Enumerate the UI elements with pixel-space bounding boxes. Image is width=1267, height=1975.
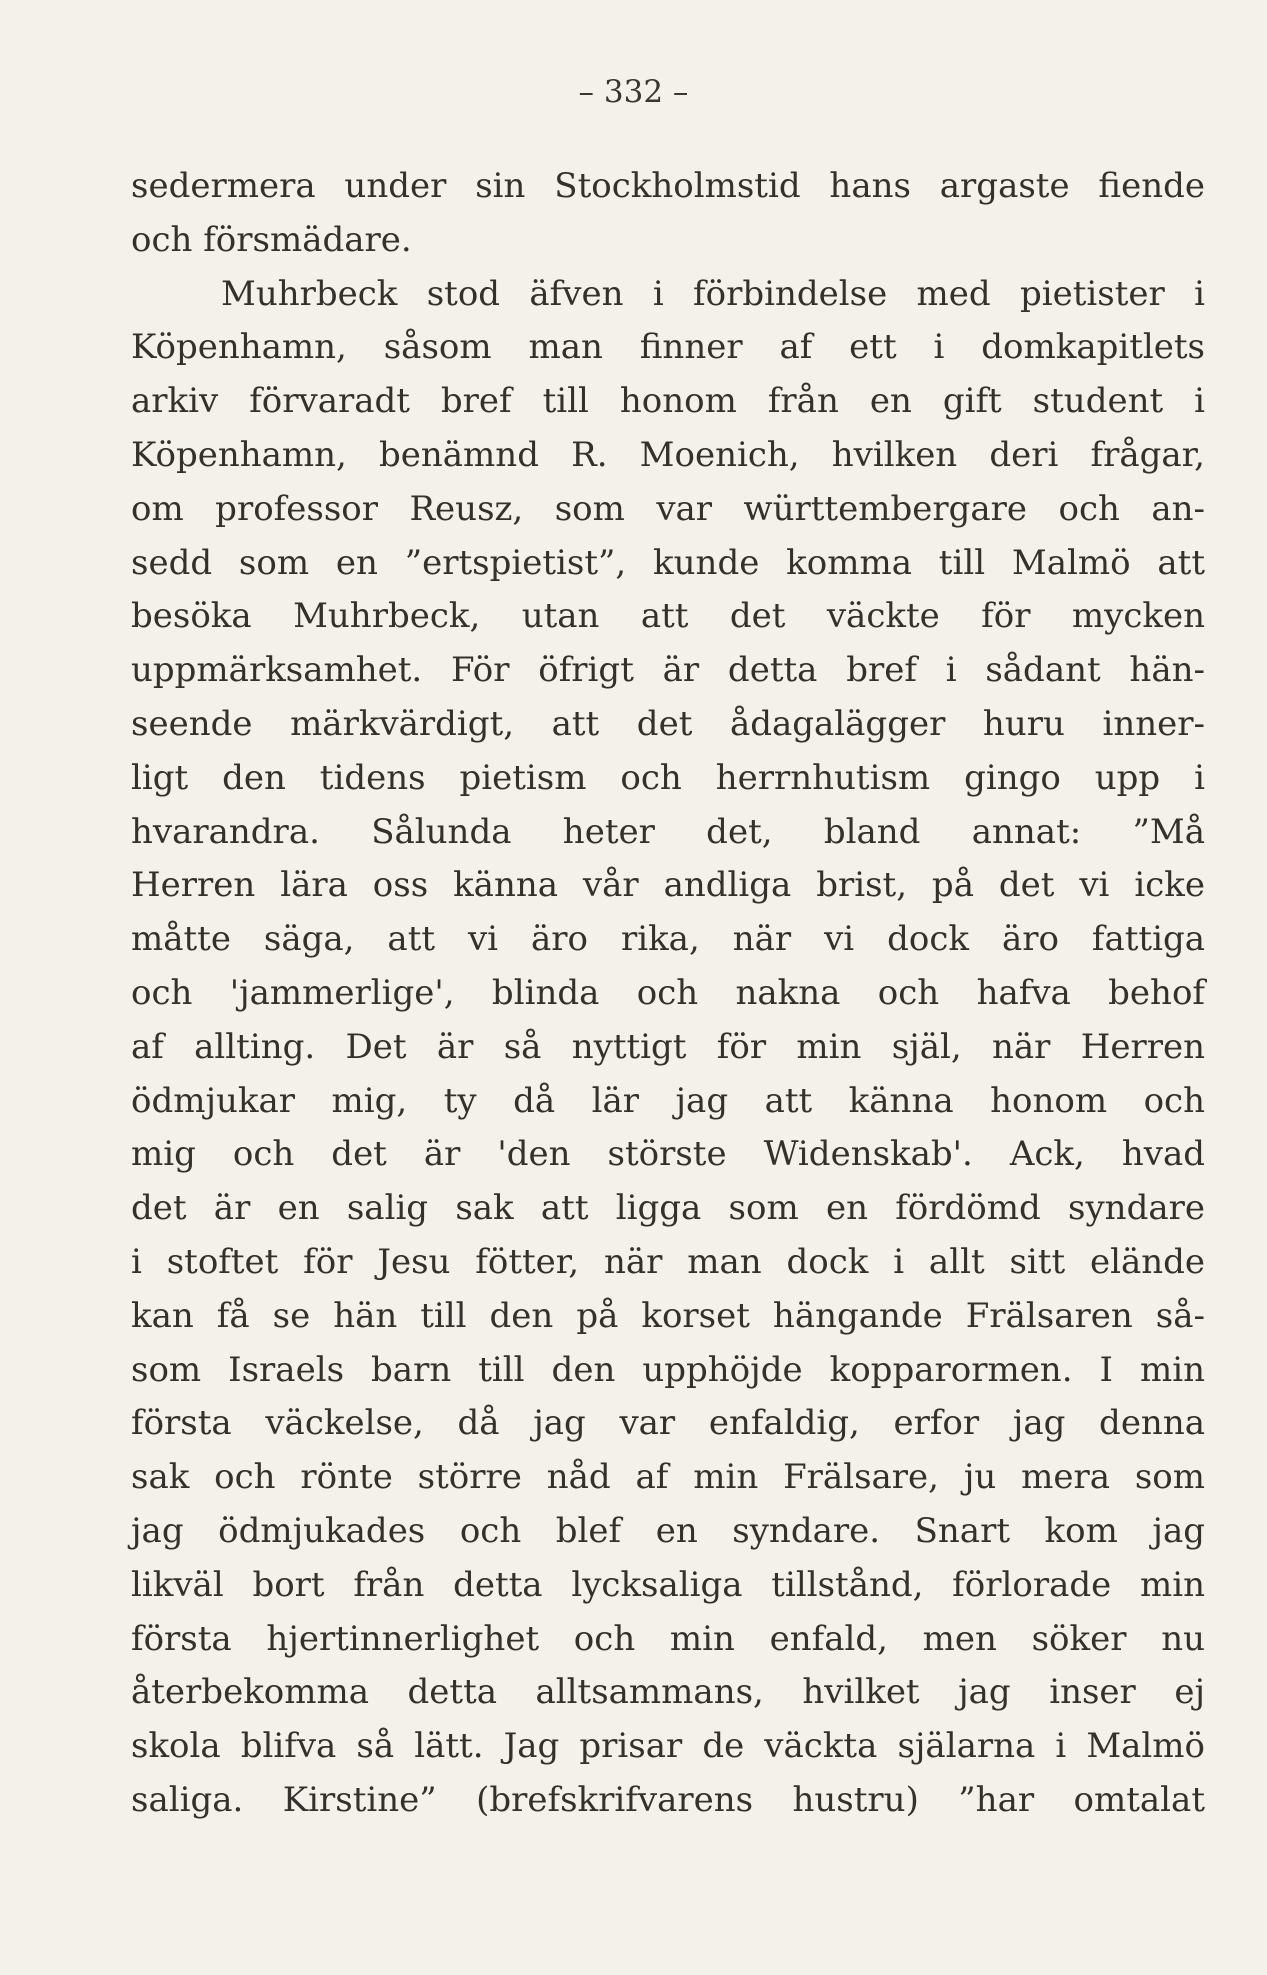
text-line: saliga. Kirstine” (brefskrifvarens hustru) ”har omtalat [131,1779,1205,1820]
text-line: uppmärksamhet. För öfrigt är detta bref i sådant hän- [131,650,1205,691]
text-line: Köpenhamn, såsom man finner af ett i domkapitlets [131,327,1205,368]
page-number: – 332 – [578,74,689,110]
text-line: sak och rönte större nåd af min Frälsare, ju mera som [131,1457,1205,1498]
text-line: af allting. Det är så nyttigt för min själ, när Herren [131,1026,1205,1067]
text-line: likväl bort från detta lycksaliga tillstånd, förlorade min [131,1564,1205,1605]
text-line: Herren lära oss känna vår andliga brist, på det vi icke [131,865,1205,906]
text-line: återbekomma detta alltsammans, hvilket jag inser ej [131,1672,1205,1713]
text-line: om professor Reusz, som var württembergare och an- [131,488,1205,529]
text-line: och 'jammerlige', blinda och nakna och hafva behof [131,972,1205,1013]
text-line: första väckelse, då jag var enfaldig, erfor jag denna [131,1403,1205,1444]
text-line: Köpenhamn, benämnd R. Moenich, hvilken deri frågar, [131,434,1205,475]
text-line: skola blifva så lätt. Jag prisar de väckta själarna i Malmö [131,1726,1205,1767]
text-line: Muhrbeck stod äfven i förbindelse med pietister i [221,273,1205,314]
text-line: och försmädare. [131,219,412,260]
text-line: sedermera under sin Stockholmstid hans argaste fiende [131,166,1205,206]
text-line: sedd som en ”ertspietist”, kunde komma till Malmö att [131,542,1205,583]
text-line: jag ödmjukades och blef en syndare. Snart kom jag [131,1510,1205,1551]
text-line: som Israels barn till den upphöjde kopparormen. I min [131,1349,1205,1390]
text-line: måtte säga, att vi äro rika, när vi dock äro fattiga [131,919,1205,960]
text-line: ödmjukar mig, ty då lär jag att känna honom och [131,1080,1205,1121]
text-line: kan få se hän till den på korset hängande Frälsaren så- [131,1295,1205,1336]
text-line: seende märkvärdigt, att det ådagalägger huru inner- [131,703,1205,744]
text-line: arkiv förvaradt bref till honom från en gift student i [131,381,1205,422]
text-line: i stoftet för Jesu fötter, när man dock i allt sitt elände [131,1241,1205,1282]
body-text [131,160,1205,1828]
text-line: mig och det är 'den störste Widenskab'. Ack, hvad [131,1134,1205,1175]
text-line: första hjertinnerlighet och min enfald, men söker nu [131,1618,1205,1659]
text-line: hvarandra. Sålunda heter det, bland annat: ”Må [131,811,1205,852]
text-line: ligt den tidens pietism och herrnhutism gingo upp i [131,757,1205,798]
text-line: det är en salig sak att ligga som en fördömd syndare [131,1188,1205,1229]
text-line: besöka Muhrbeck, utan att det väckte för mycken [131,596,1205,637]
